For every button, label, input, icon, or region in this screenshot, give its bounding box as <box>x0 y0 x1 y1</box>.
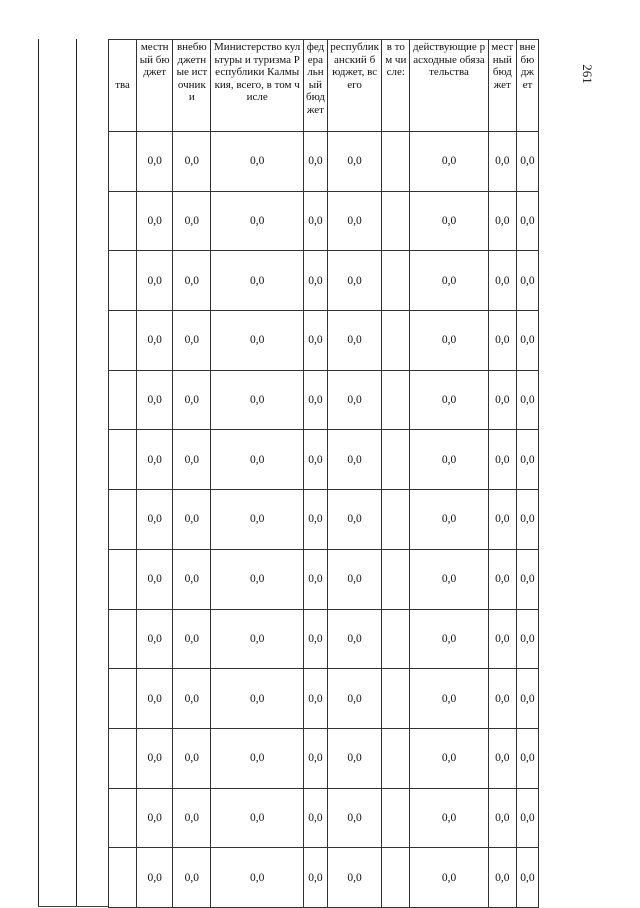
row-label: внебюджет <box>516 40 538 132</box>
value-cell: 0,0 <box>488 132 516 192</box>
value-cell: 0,0 <box>137 609 173 669</box>
value-cell: 0,0 <box>137 191 173 251</box>
header-cell <box>109 490 137 550</box>
value-cell: 0,0 <box>211 490 303 550</box>
value-cell: 0,0 <box>303 370 327 430</box>
value-cell: 0,0 <box>488 251 516 311</box>
value-cell: 0,0 <box>410 251 488 311</box>
value-cell: 0,0 <box>410 728 488 788</box>
value-cell: 0,0 <box>211 728 303 788</box>
value-cell: 0,0 <box>327 549 381 609</box>
top-border-line <box>38 39 39 907</box>
value-cell: 0,0 <box>410 490 488 550</box>
value-cell: 0,0 <box>516 490 538 550</box>
row-label: республиканский бюджет, всего <box>327 40 381 132</box>
row-label: внебюджетные источники <box>173 40 211 132</box>
row-label: действующие расходные обязательства <box>410 40 488 132</box>
value-cell: 0,0 <box>303 848 327 908</box>
value-cell: 0,0 <box>410 609 488 669</box>
left-rule-line <box>76 39 77 907</box>
value-cell: 0,0 <box>516 311 538 371</box>
value-cell: 0,0 <box>488 728 516 788</box>
value-cell: 0,0 <box>410 370 488 430</box>
value-cell: 0,0 <box>410 788 488 848</box>
value-cell: 0,0 <box>211 191 303 251</box>
header-cell <box>109 728 137 788</box>
value-cell: 0,0 <box>516 251 538 311</box>
header-cell <box>109 132 137 192</box>
value-cell: 0,0 <box>211 430 303 490</box>
value-cell: 0,0 <box>410 430 488 490</box>
value-cell <box>382 669 410 729</box>
row-label: Министерство культуры и туризма Республики Калмыкия, всего, в том числе <box>211 40 303 132</box>
value-cell <box>382 191 410 251</box>
value-cell: 0,0 <box>516 430 538 490</box>
value-cell: 0,0 <box>211 669 303 729</box>
value-cell: 0,0 <box>488 669 516 729</box>
value-cell <box>382 311 410 371</box>
value-cell: 0,0 <box>211 549 303 609</box>
value-cell: 0,0 <box>303 311 327 371</box>
value-cell: 0,0 <box>173 848 211 908</box>
value-cell: 0,0 <box>303 251 327 311</box>
value-cell: 0,0 <box>173 311 211 371</box>
value-cell: 0,0 <box>173 609 211 669</box>
value-cell: 0,0 <box>410 669 488 729</box>
value-cell: 0,0 <box>173 430 211 490</box>
value-cell: 0,0 <box>173 132 211 192</box>
value-cell: 0,0 <box>488 609 516 669</box>
value-cell: 0,0 <box>173 788 211 848</box>
value-cell: 0,0 <box>327 132 381 192</box>
value-cell: 0,0 <box>211 370 303 430</box>
value-cell: 0,0 <box>303 132 327 192</box>
value-cell: 0,0 <box>327 728 381 788</box>
value-cell <box>382 549 410 609</box>
value-cell: 0,0 <box>488 490 516 550</box>
value-cell: 0,0 <box>137 788 173 848</box>
value-cell <box>382 728 410 788</box>
value-cell: 0,0 <box>488 191 516 251</box>
value-cell <box>382 132 410 192</box>
value-cell: 0,0 <box>516 848 538 908</box>
value-cell: 0,0 <box>137 669 173 729</box>
value-cell: 0,0 <box>327 311 381 371</box>
value-cell: 0,0 <box>327 848 381 908</box>
value-cell: 0,0 <box>137 132 173 192</box>
value-cell <box>382 370 410 430</box>
value-cell: 0,0 <box>488 848 516 908</box>
value-cell: 0,0 <box>303 490 327 550</box>
value-cell: 0,0 <box>327 370 381 430</box>
value-cell: 0,0 <box>488 788 516 848</box>
value-cell: 0,0 <box>137 430 173 490</box>
value-cell: 0,0 <box>327 430 381 490</box>
value-cell <box>382 430 410 490</box>
value-cell: 0,0 <box>137 848 173 908</box>
header-cell <box>109 191 137 251</box>
header-cell <box>109 848 137 908</box>
value-cell: 0,0 <box>516 370 538 430</box>
value-cell <box>382 609 410 669</box>
value-cell: 0,0 <box>137 490 173 550</box>
value-cell: 0,0 <box>137 549 173 609</box>
value-cell: 0,0 <box>173 490 211 550</box>
budget-table <box>108 39 539 908</box>
header-cell <box>109 251 137 311</box>
value-cell <box>382 848 410 908</box>
row-label: федеральный бюджет <box>303 40 327 132</box>
value-cell: 0,0 <box>516 191 538 251</box>
value-cell: 0,0 <box>327 191 381 251</box>
value-cell: 0,0 <box>173 370 211 430</box>
value-cell: 0,0 <box>516 132 538 192</box>
value-cell: 0,0 <box>173 728 211 788</box>
value-cell: 0,0 <box>211 251 303 311</box>
header-cell <box>109 311 137 371</box>
value-cell <box>382 490 410 550</box>
value-cell: 0,0 <box>410 311 488 371</box>
value-cell: 0,0 <box>327 669 381 729</box>
row-label: местный бюджет <box>137 40 173 132</box>
value-cell: 0,0 <box>211 311 303 371</box>
left-edge-line <box>38 906 108 907</box>
value-cell: 0,0 <box>327 490 381 550</box>
value-cell: 0,0 <box>173 549 211 609</box>
value-cell: 0,0 <box>303 728 327 788</box>
value-cell: 0,0 <box>410 848 488 908</box>
rotated-table-page <box>38 39 539 907</box>
value-cell: 0,0 <box>173 191 211 251</box>
value-cell: 0,0 <box>327 788 381 848</box>
value-cell: 0,0 <box>137 728 173 788</box>
value-cell: 0,0 <box>516 728 538 788</box>
value-cell: 0,0 <box>211 788 303 848</box>
value-cell: 0,0 <box>211 848 303 908</box>
row-label: местный бюджет <box>488 40 516 132</box>
header-cell <box>109 609 137 669</box>
value-cell: 0,0 <box>173 251 211 311</box>
value-cell: 0,0 <box>410 132 488 192</box>
value-cell: 0,0 <box>303 430 327 490</box>
header-cell <box>109 549 137 609</box>
value-cell: 0,0 <box>488 549 516 609</box>
value-cell: 0,0 <box>488 370 516 430</box>
value-cell: 0,0 <box>516 788 538 848</box>
page-number: 261 <box>580 64 595 84</box>
value-cell: 0,0 <box>516 549 538 609</box>
value-cell: 0,0 <box>327 251 381 311</box>
header-cell <box>109 370 137 430</box>
value-cell: 0,0 <box>516 609 538 669</box>
value-cell: 0,0 <box>211 132 303 192</box>
value-cell: 0,0 <box>516 669 538 729</box>
value-cell: 0,0 <box>327 609 381 669</box>
header-cell <box>109 669 137 729</box>
value-cell: 0,0 <box>303 669 327 729</box>
value-cell: 0,0 <box>211 609 303 669</box>
value-cell: 0,0 <box>410 191 488 251</box>
value-cell: 0,0 <box>303 609 327 669</box>
header-cell <box>109 430 137 490</box>
value-cell: 0,0 <box>137 370 173 430</box>
value-cell: 0,0 <box>303 191 327 251</box>
value-cell: 0,0 <box>303 549 327 609</box>
value-cell: 0,0 <box>410 549 488 609</box>
header-fragment: тва <box>109 40 137 132</box>
value-cell: 0,0 <box>488 311 516 371</box>
header-cell <box>109 788 137 848</box>
value-cell: 0,0 <box>137 251 173 311</box>
value-cell <box>382 788 410 848</box>
value-cell <box>382 251 410 311</box>
value-cell: 0,0 <box>173 669 211 729</box>
row-label: в том числе: <box>382 40 410 132</box>
value-cell: 0,0 <box>137 311 173 371</box>
value-cell: 0,0 <box>303 788 327 848</box>
value-cell: 0,0 <box>488 430 516 490</box>
